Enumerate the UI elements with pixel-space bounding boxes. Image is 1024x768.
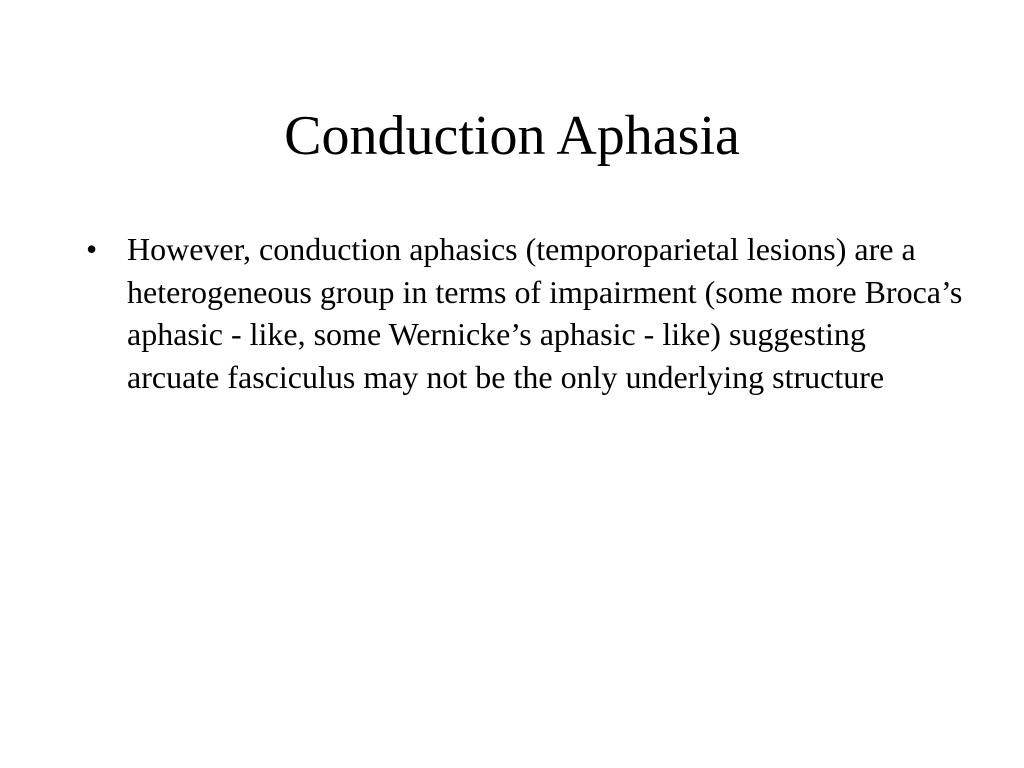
bullet-item xyxy=(86,228,966,398)
bullet-text: However, conduction aphasics (temporoparietal lesions) are a heterogeneous group in terms of impairment (some more Broca’s aphasic - like, some Wernicke’s aphasic - like) suggesting arcuate fasciculus may not be the only underlying structure xyxy=(127,231,963,395)
bullet-list xyxy=(86,228,966,398)
bullet-marker: • xyxy=(86,231,98,267)
slide-title: Conduction Aphasia xyxy=(284,105,740,167)
